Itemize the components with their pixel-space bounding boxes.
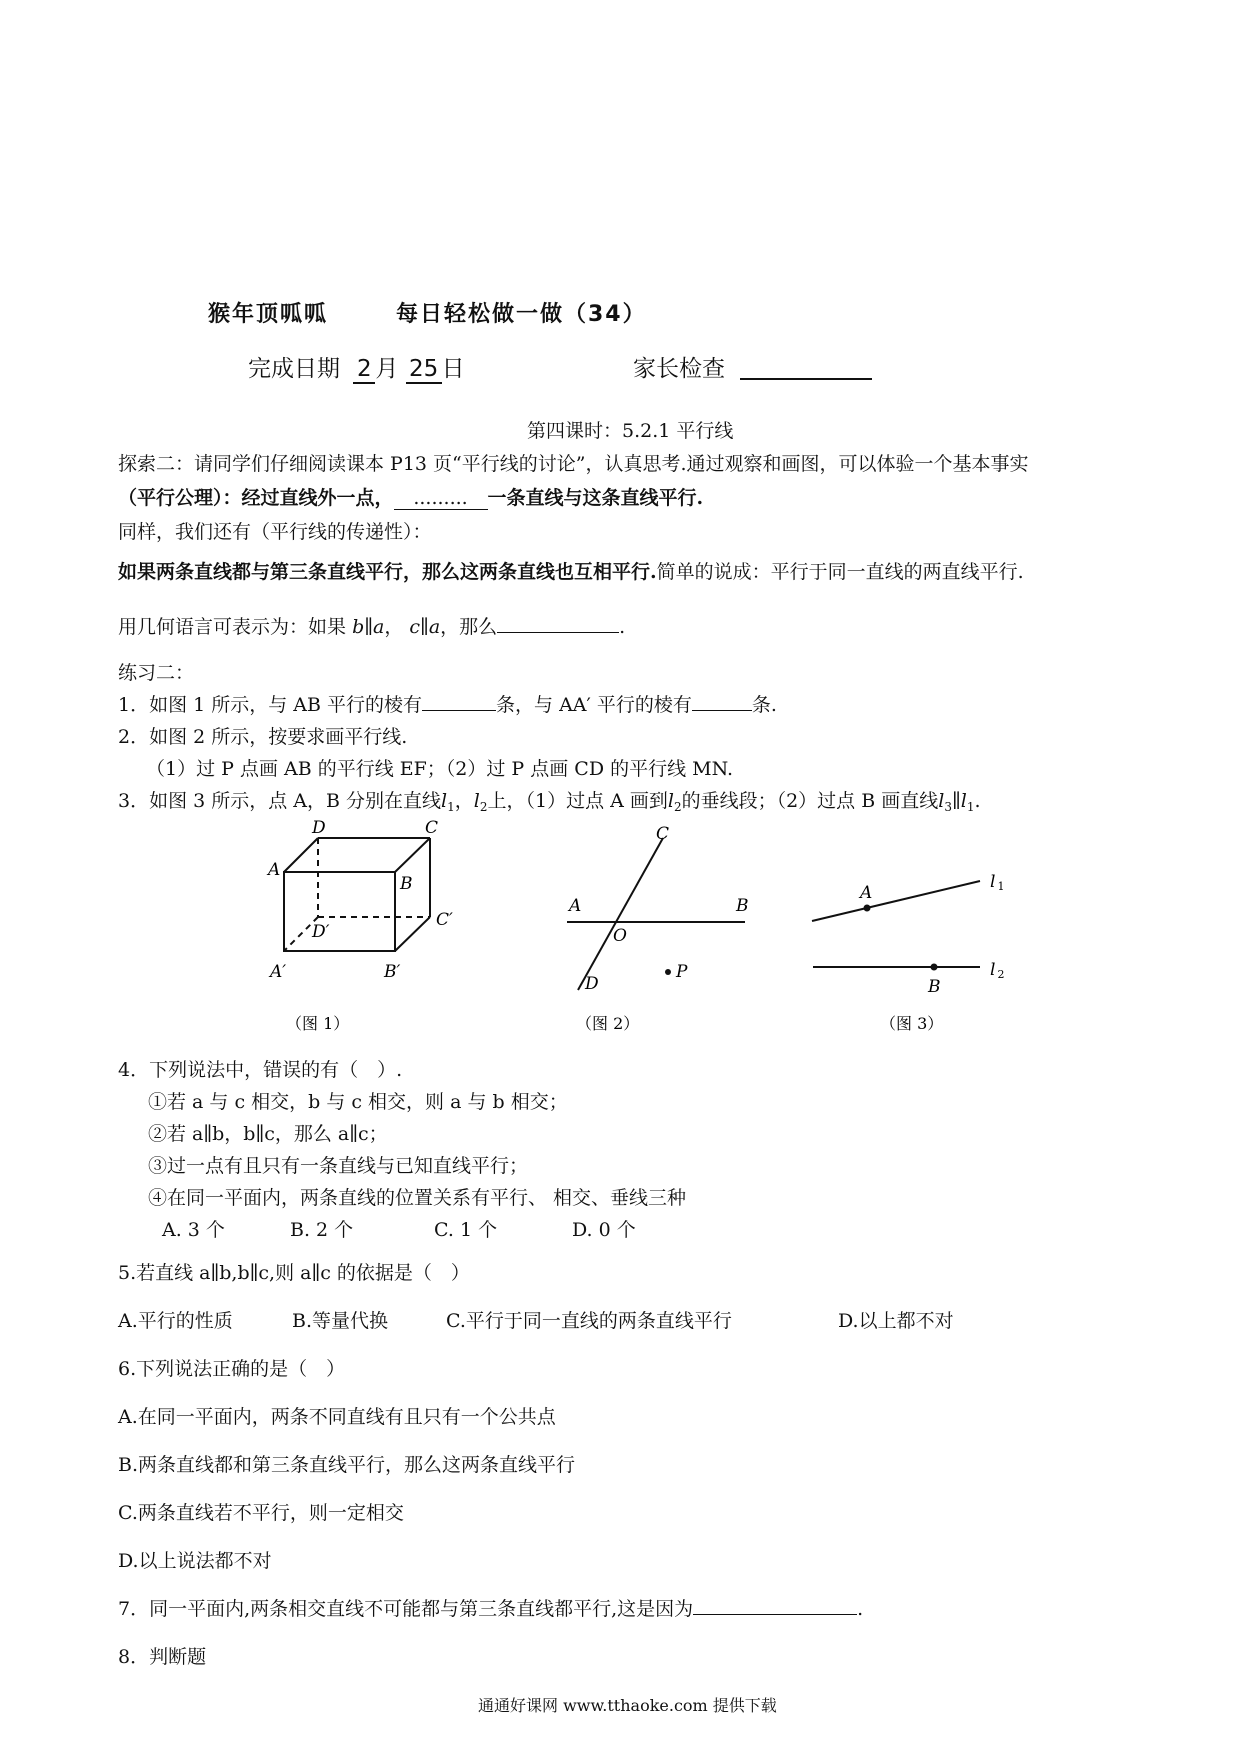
q3-l1b-sub: 1	[966, 800, 975, 814]
q6-choice-B[interactable]: B.两条直线都和第三条直线平行，那么这两条直线平行	[118, 1454, 576, 1476]
lesson-title: 第四课时：5.2.1 平行线	[527, 420, 734, 442]
question-1	[118, 690, 777, 717]
q1-blank-2[interactable]	[692, 710, 752, 711]
question-3	[118, 786, 981, 814]
practice-heading: 练习二：	[118, 662, 195, 684]
question-7	[118, 1594, 863, 1621]
q1-text-c: 条.	[751, 694, 777, 716]
fig1-label-D: D	[312, 818, 326, 838]
figure-2-intersecting-lines	[567, 838, 745, 990]
q4-option-3: ③过一点有且只有一条直线与已知直线平行；	[148, 1155, 529, 1177]
fig1-caption: （图 1）	[286, 1014, 350, 1033]
q1-text-a: 1．如图 1 所示，与 AB 平行的棱有	[118, 694, 423, 716]
transitivity-bold: 如果两条直线都与第三条直线平行，那么这两条直线也互相平行.	[118, 561, 657, 583]
q4-option-4: ④在同一平面内，两条直线的位置关系有平行、 相交、垂线三种	[148, 1187, 687, 1209]
q3-text-d: .	[974, 790, 981, 812]
q3-text-a: 3．如图 3 所示，点 A，B 分别在直线	[118, 790, 442, 812]
question-2-sub: （1）过 P 点画 AB 的平行线 EF；（2）过 P 点画 CD 的平行线 MN.	[146, 758, 734, 780]
fig1-label-A: A	[268, 860, 281, 880]
fig3-point-A	[864, 905, 871, 912]
date-label: 完成日期	[248, 356, 340, 382]
fig2-label-D: D	[585, 974, 599, 994]
footer-source: 通通好课网 www.tthaoke.com 提供下载	[478, 1696, 777, 1715]
q3-l1: l	[441, 790, 448, 812]
geo-end: .	[619, 616, 626, 638]
q3-l3-sub: 3	[944, 800, 952, 814]
q4-option-2: ②若 a∥b，b∥c，那么 a∥c；	[148, 1123, 388, 1145]
figure-3-lines	[812, 881, 980, 967]
q6-choice-D[interactable]: D.以上说法都不对	[118, 1550, 272, 1572]
q3-l2: l	[473, 790, 480, 812]
fig2-label-A: A	[569, 896, 582, 916]
q3-l2b: l	[667, 790, 674, 812]
q4-choice-B[interactable]: B. 2 个	[290, 1219, 354, 1241]
q3-l1b: l	[960, 790, 967, 812]
question-6: 6.下列说法正确的是（ ）	[118, 1358, 346, 1380]
transitivity-statement	[118, 557, 1024, 584]
question-4: 4．下列说法中，错误的有（ ）.	[118, 1059, 403, 1081]
fig1-label-B: B	[400, 874, 413, 894]
geo-a-2: a	[428, 616, 441, 638]
q3-l1-sub: 1	[447, 800, 455, 814]
q4-choice-C[interactable]: C. 1 个	[434, 1219, 498, 1241]
date-line	[248, 350, 465, 384]
fig3-label-A: A	[860, 883, 873, 903]
fig2-label-C: C	[656, 824, 670, 844]
q6-choice-C[interactable]: C.两条直线若不平行，则一定相交	[118, 1502, 404, 1524]
parent-signature-blank[interactable]	[740, 354, 872, 380]
axiom-prefix: （平行公理）：经过直线外一点，	[118, 487, 394, 509]
fig1-label-Aprime: A′	[270, 962, 287, 982]
q3-text-b: 上，（1）过点 A 画到	[487, 790, 668, 812]
date-month: 2	[353, 356, 375, 384]
geo-parallel-1: ∥	[364, 616, 374, 638]
fig2-caption: （图 2）	[576, 1014, 640, 1033]
transitivity-intro: 同样，我们还有（平行线的传递性）：	[118, 521, 432, 543]
q3-l2-sub: 2	[479, 800, 488, 814]
date-day-unit: 日	[441, 356, 465, 382]
fig1-label-Cprime: C′	[436, 910, 453, 930]
fig1-label-Bprime: B′	[384, 962, 401, 982]
explore-intro: 探索二：请同学们仔细阅读课本 P13 页“平行线的讨论”，认真思考.通过观察和画图，可以体验一个基本事实	[118, 453, 1029, 475]
parent-check-label: 家长检查	[633, 356, 725, 382]
geo-c: c	[409, 616, 421, 638]
date-day: 25	[406, 356, 442, 384]
axiom-suffix: 一条直线与这条直线平行.	[487, 487, 704, 509]
q5-choice-D[interactable]: D.以上都不对	[838, 1310, 954, 1332]
fig2-label-B: B	[736, 896, 749, 916]
fig3-label-l1: l 1	[990, 872, 1005, 893]
fig1-label-C: C	[425, 818, 439, 838]
geo-parallel-2: ∥	[420, 616, 429, 638]
question-5: 5.若直线 a∥b,b∥c,则 a∥c 的依据是（ ）	[118, 1262, 470, 1284]
q7-answer-blank[interactable]	[693, 1614, 857, 1615]
header-brand: 猴年顶呱呱	[208, 302, 329, 327]
q4-choice-D[interactable]: D. 0 个	[572, 1219, 636, 1241]
figure-1-cuboid	[284, 838, 430, 951]
date-month-unit: 月	[375, 356, 399, 382]
parallel-axiom	[118, 483, 703, 510]
fig2-label-O: O	[613, 926, 627, 946]
fig1-label-Dprime: D′	[312, 922, 330, 942]
fig3-label-l2: l 2	[990, 960, 1005, 981]
parent-check	[633, 350, 872, 383]
q4-choice-A[interactable]: A. 3 个	[162, 1219, 225, 1241]
q1-text-b: 条，与 AA′ 平行的棱有	[496, 694, 692, 716]
q3-text-c: 的垂线段；（2）过点 B 画直线	[681, 790, 939, 812]
q5-choice-B[interactable]: B.等量代换	[292, 1310, 389, 1332]
fig2-label-P: P	[676, 962, 688, 982]
fig3-label-B: B	[928, 977, 941, 997]
geo-mid: ，那么	[440, 616, 498, 638]
q3-l2b-sub: 2	[673, 800, 682, 814]
fig3-caption: （图 3）	[880, 1014, 944, 1033]
axiom-blank[interactable]: .........	[394, 487, 488, 510]
q6-choice-A[interactable]: A.在同一平面内，两条不同直线有且只有一个公共点	[118, 1406, 556, 1428]
fig3-point-B	[931, 964, 938, 971]
figures-panel	[268, 818, 1040, 1045]
q7-end: .	[857, 1598, 864, 1620]
geometry-language: 用几何语言可表示为：如果 b∥a， c∥a，那么 .	[118, 616, 626, 638]
q3-parallel: ∥	[951, 790, 961, 812]
geo-b: b	[352, 616, 365, 638]
transitivity-plain: 简单的说成：平行于同一直线的两直线平行.	[656, 561, 1024, 583]
header-title: 每日轻松做一做（34）	[396, 302, 647, 327]
geo-a-1: a	[373, 616, 385, 638]
fig2-point-P	[665, 969, 671, 975]
question-8: 8．判断题	[118, 1646, 207, 1668]
q1-blank-1[interactable]	[422, 710, 496, 711]
q7-text: 7．同一平面内,两条相交直线不可能都与第三条直线都平行,这是因为	[118, 1598, 694, 1620]
question-2: 2．如图 2 所示，按要求画平行线.	[118, 726, 408, 748]
q3-l3: l	[938, 790, 945, 812]
q4-option-1: ①若 a 与 c 相交，b 与 c 相交，则 a 与 b 相交；	[148, 1091, 568, 1113]
q5-choice-C[interactable]: C.平行于同一直线的两条直线平行	[446, 1310, 732, 1332]
q5-choice-A[interactable]: A.平行的性质	[118, 1310, 233, 1332]
geo-prefix: 用几何语言可表示为：如果	[118, 616, 347, 638]
q3-comma: ，	[454, 790, 474, 812]
geo-answer-blank[interactable]	[497, 632, 619, 633]
